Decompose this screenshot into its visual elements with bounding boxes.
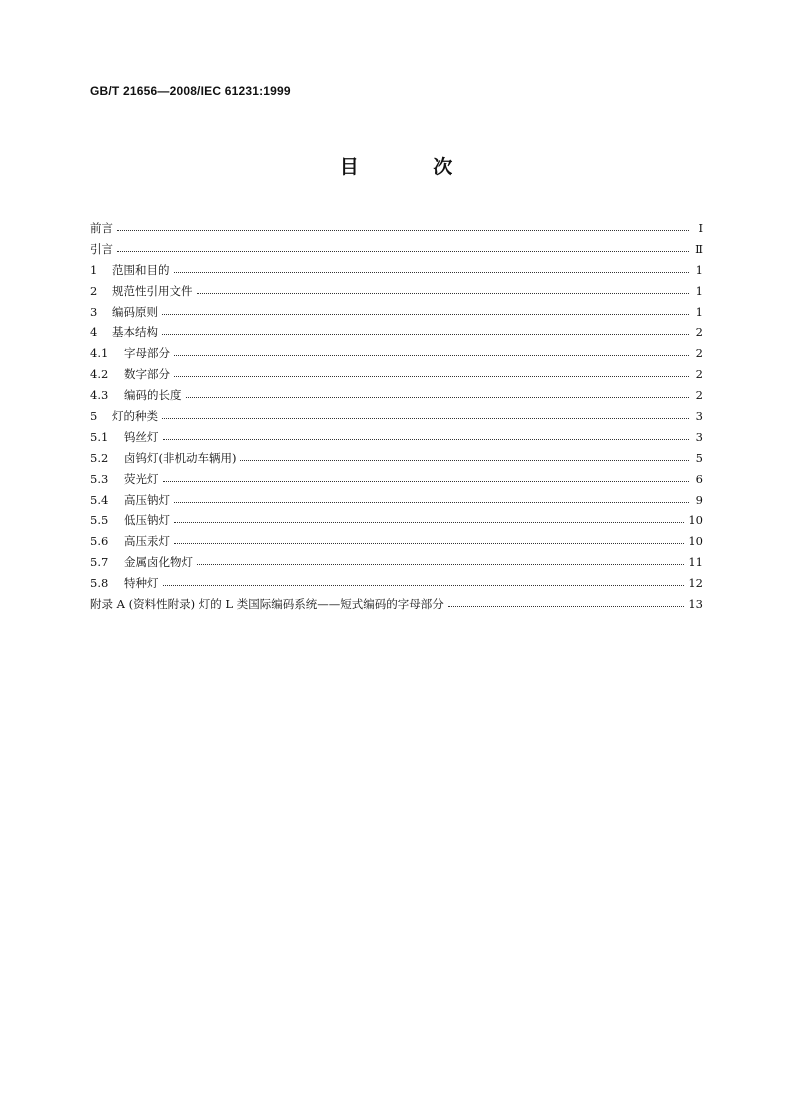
- toc-entry[interactable]: [90, 448, 703, 469]
- toc-entry-label: 字母部分: [124, 346, 170, 361]
- toc-entry[interactable]: [90, 302, 703, 323]
- toc-entry-number: 2: [90, 283, 98, 298]
- toc-entry-page: Ⅱ: [695, 241, 703, 256]
- dot-leader: [174, 543, 684, 544]
- toc-entry[interactable]: [90, 469, 703, 490]
- toc-entry[interactable]: [90, 490, 703, 511]
- toc-entry-page: 10: [688, 513, 703, 528]
- toc-entry-number: 5.4: [90, 492, 109, 507]
- toc-entry-number: 5.2: [90, 450, 109, 465]
- toc-entry-label: 数字部分: [124, 367, 170, 382]
- toc-entry[interactable]: [90, 594, 703, 615]
- toc-entry-label: 附录 A (资料性附录) 灯的 L 类国际编码系统——短式编码的字母部分: [90, 597, 444, 612]
- dot-leader: [163, 481, 690, 482]
- toc-entry-label: 卤钨灯(非机动车辆用): [124, 450, 237, 465]
- dot-leader: [162, 334, 689, 335]
- dot-leader: [163, 585, 685, 586]
- standard-code: GB/T 21656—2008/IEC 61231:1999: [90, 84, 291, 98]
- toc-entry-label: 规范性引用文件: [112, 283, 193, 298]
- dot-leader: [174, 272, 690, 273]
- toc-entry[interactable]: [90, 239, 703, 260]
- dot-leader: [197, 564, 684, 565]
- dot-leader: [240, 460, 689, 461]
- toc-entry-number: 5.1: [90, 429, 109, 444]
- toc-entry-label: 荧光灯: [124, 471, 159, 486]
- dot-leader: [117, 251, 689, 252]
- toc-entry-page: 2: [695, 388, 703, 403]
- toc-entry-page: 11: [688, 555, 703, 570]
- toc-entry[interactable]: [90, 385, 703, 406]
- toc-entry-page: 2: [695, 367, 703, 382]
- toc-entry[interactable]: [90, 531, 703, 552]
- toc-entry-page: 5: [695, 450, 703, 465]
- toc-entry-label: 范围和目的: [112, 262, 170, 277]
- toc-entry[interactable]: [90, 573, 703, 594]
- toc-entry-page: 6: [695, 471, 703, 486]
- toc-entry[interactable]: [90, 343, 703, 364]
- toc-entry[interactable]: [90, 322, 703, 343]
- toc-entry-page: 12: [688, 576, 703, 591]
- toc-entry-label: 金属卤化物灯: [124, 555, 193, 570]
- toc-entry-page: 2: [695, 346, 703, 361]
- toc-entry-number: 4.1: [90, 346, 109, 361]
- toc-entry[interactable]: [90, 552, 703, 573]
- toc-entry-page: 1: [695, 262, 703, 277]
- toc-entry[interactable]: [90, 281, 703, 302]
- toc-entry[interactable]: [90, 260, 703, 281]
- toc-entry-number: 5: [90, 409, 98, 424]
- toc-entry-label: 引言: [90, 241, 113, 256]
- toc-title: 目 次: [339, 156, 487, 178]
- toc-entry-number: 5.6: [90, 534, 109, 549]
- toc-entry-label: 灯的种类: [112, 409, 158, 424]
- toc-entry-number: 4: [90, 325, 98, 340]
- toc-entry[interactable]: [90, 218, 703, 239]
- toc-entry-number: 5.5: [90, 513, 109, 528]
- toc-entry[interactable]: [90, 406, 703, 427]
- toc-entry-label: 高压汞灯: [124, 534, 170, 549]
- dot-leader: [162, 314, 689, 315]
- dot-leader: [197, 293, 690, 294]
- toc-entry-number: 4.3: [90, 388, 109, 403]
- toc-entry-number: 5.8: [90, 576, 109, 591]
- dot-leader: [162, 418, 689, 419]
- toc-entry-page: 3: [695, 409, 703, 424]
- toc-entry-page: 2: [695, 325, 703, 340]
- toc-entry-page: Ⅰ: [698, 221, 703, 235]
- toc-entry-number: 5.3: [90, 471, 109, 486]
- toc-entry-number: 1: [90, 262, 98, 277]
- dot-leader: [174, 376, 689, 377]
- toc-entry-page: 10: [688, 534, 703, 549]
- toc-entry-page: 3: [695, 429, 703, 444]
- toc-entry-label: 基本结构: [112, 325, 158, 340]
- toc-entry[interactable]: [90, 364, 703, 385]
- toc-entry-label: 编码的长度: [124, 388, 182, 403]
- toc-entry[interactable]: [90, 427, 703, 448]
- toc-entry-label: 编码原则: [112, 304, 158, 319]
- toc-entry-number: 3: [90, 304, 98, 319]
- dot-leader: [174, 502, 689, 503]
- toc-entry-number: 5.7: [90, 555, 109, 570]
- dot-leader: [163, 439, 690, 440]
- toc-entry-page: 9: [695, 492, 703, 507]
- toc-entry[interactable]: [90, 510, 703, 531]
- toc-entry-label: 特种灯: [124, 576, 159, 591]
- dot-leader: [174, 522, 684, 523]
- toc-entry-label: 前言: [90, 221, 113, 235]
- dot-leader: [186, 397, 690, 398]
- dot-leader: [448, 606, 685, 607]
- toc-entry-label: 钨丝灯: [124, 429, 159, 444]
- dot-leader: [174, 355, 689, 356]
- toc-entry-number: 4.2: [90, 367, 109, 382]
- toc-entry-page: 13: [688, 597, 703, 612]
- toc-entry-page: 1: [695, 304, 703, 319]
- dot-leader: [117, 230, 689, 231]
- toc-entry-label: 高压钠灯: [124, 492, 170, 507]
- toc-entry-label: 低压钠灯: [124, 513, 170, 528]
- toc-entry-page: 1: [695, 283, 703, 298]
- table-of-contents: [90, 218, 703, 615]
